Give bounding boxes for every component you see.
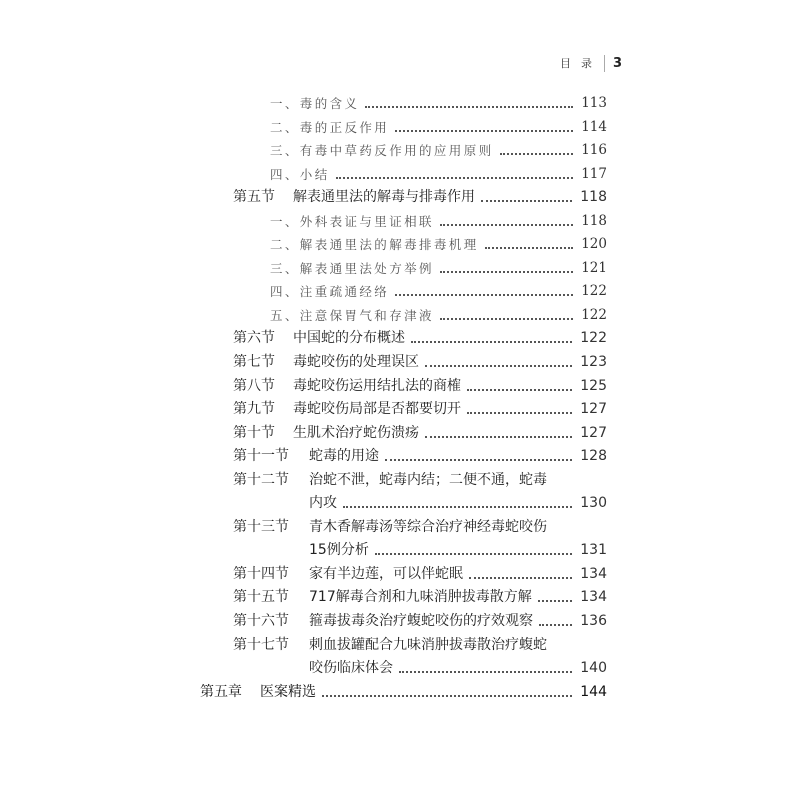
toc-entry-title: 四、小结	[270, 166, 330, 182]
toc-entry-label: 第十二节	[233, 471, 289, 488]
toc-leader-dots	[375, 553, 572, 555]
toc-entry-label: 第七节	[233, 354, 275, 371]
toc-entry-page: 118	[580, 189, 607, 206]
toc-entry-page: 122	[581, 306, 607, 323]
toc-entry-title: 五、注意保胃气和存津液	[270, 307, 434, 323]
toc-leader-dots	[425, 365, 572, 367]
toc-entry-title: 刺血拔罐配合九味消肿拔毒散治疗蝮蛇	[309, 636, 547, 653]
toc-section-entry[interactable]	[0, 539, 800, 563]
toc-section-entry[interactable]	[0, 327, 800, 351]
toc-entry-page: 122	[580, 330, 607, 347]
toc-leader-dots	[385, 459, 572, 461]
toc-subsection-entry[interactable]	[0, 233, 800, 257]
toc-subsection-entry[interactable]	[0, 92, 800, 116]
toc-entry-title: 治蛇不泄，蛇毒内结；二便不通，蛇毒	[309, 471, 547, 488]
toc-entry-title: 毒蛇咬伤的处理误区	[293, 354, 419, 371]
toc-section-entry[interactable]	[0, 634, 800, 658]
toc-section-entry[interactable]	[0, 398, 800, 422]
toc-section-entry[interactable]	[0, 186, 800, 210]
toc-entry-label: 第八节	[233, 377, 275, 394]
toc-subsection-entry[interactable]	[0, 139, 800, 163]
toc-entry-title: 咬伤临床体会	[309, 660, 393, 677]
toc-entry-label: 第五节	[233, 189, 275, 206]
toc-entry-title: 内攻	[309, 495, 337, 512]
toc-leader-dots	[467, 389, 572, 391]
toc-entry-page: 131	[580, 542, 607, 559]
toc-entry-page: 134	[580, 565, 607, 582]
toc-leader-dots	[440, 224, 573, 226]
toc-entry-title: 二、毒的正反作用	[270, 119, 390, 135]
toc-section-entry[interactable]	[0, 351, 800, 375]
toc-leader-dots	[395, 294, 573, 296]
toc-entry-page: 120	[581, 236, 607, 253]
toc-entry-label: 第十节	[233, 424, 275, 441]
toc-subsection-entry[interactable]	[0, 210, 800, 234]
toc-section-entry[interactable]	[0, 657, 800, 681]
toc-entry-title: 毒蛇咬伤运用结扎法的商榷	[293, 377, 461, 394]
toc-entry-page: 114	[581, 118, 607, 135]
toc-entry-title: 解表通里法的解毒与排毒作用	[293, 189, 475, 206]
toc-entry-page: 134	[580, 589, 607, 606]
toc-section-entry[interactable]	[0, 563, 800, 587]
toc-entry-title: 毒蛇咬伤局部是否都要切开	[293, 401, 461, 418]
toc-leader-dots	[538, 600, 572, 602]
toc-section-entry[interactable]	[0, 492, 800, 516]
toc-entry-page: 128	[580, 448, 607, 465]
toc-entry-page: 136	[580, 613, 607, 630]
toc-section-entry[interactable]	[0, 445, 800, 469]
toc-entry-title: 一、外科表证与里证相联	[270, 213, 434, 229]
toc-entry-page: 122	[581, 283, 607, 300]
toc-entry-title: 15例分析	[309, 542, 369, 559]
toc-entry-page: 116	[581, 142, 607, 159]
toc-subsection-entry[interactable]	[0, 304, 800, 328]
toc-leader-dots	[336, 177, 573, 179]
toc-entry-title: 一、毒的含义	[270, 96, 360, 111]
toc-leader-dots	[500, 153, 573, 155]
toc-leader-dots	[343, 506, 572, 508]
toc-leader-dots	[440, 271, 573, 273]
toc-leader-dots	[322, 695, 572, 697]
toc-entry-title: 四、注重疏通经络	[270, 284, 390, 300]
toc-subsection-entry[interactable]	[0, 116, 800, 140]
toc-chapter-entry[interactable]	[0, 681, 800, 705]
toc-entry-page: 140	[580, 660, 607, 677]
toc-entry-page: 123	[580, 354, 607, 371]
toc-leader-dots	[399, 671, 572, 673]
toc-entry-title: 中国蛇的分布概述	[293, 330, 405, 347]
toc-entry-page: 144	[580, 683, 607, 700]
toc-subsection-entry[interactable]	[0, 163, 800, 187]
toc-section-entry[interactable]	[0, 422, 800, 446]
toc-entry-title: 二、解表通里法的解毒排毒机理	[270, 237, 479, 253]
toc-section-entry[interactable]	[0, 516, 800, 540]
toc-entry-page: 127	[580, 424, 607, 441]
toc-entry-label: 第十四节	[233, 565, 289, 582]
toc-entry-label: 第九节	[233, 401, 275, 418]
table-of-contents	[0, 92, 800, 704]
toc-leader-dots	[467, 412, 572, 414]
toc-entry-page: 125	[580, 377, 607, 394]
toc-section-entry[interactable]	[0, 469, 800, 493]
toc-entry-label: 第十七节	[233, 636, 289, 653]
toc-leader-dots	[481, 200, 572, 202]
toc-entry-title: 717解毒合剂和九味消肿拔毒散方解	[309, 589, 532, 606]
header-divider	[604, 55, 605, 72]
toc-entry-page: 118	[581, 212, 607, 229]
toc-entry-label: 第十五节	[233, 589, 289, 606]
running-header	[560, 53, 622, 73]
toc-entry-title: 家有半边莲，可以伴蛇眠	[309, 565, 463, 582]
toc-entry-title: 生肌术治疗蛇伤溃疡	[293, 424, 419, 441]
toc-entry-title: 箍毒拔毒灸治疗蝮蛇咬伤的疗效观察	[309, 613, 533, 630]
toc-entry-title: 蛇毒的用途	[309, 448, 379, 465]
toc-subsection-entry[interactable]	[0, 257, 800, 281]
toc-leader-dots	[469, 577, 572, 579]
toc-entry-title: 三、解表通里法处方举例	[270, 260, 434, 276]
page-number: 3	[613, 55, 623, 71]
toc-entry-title: 三、有毒中草药反作用的应用原则	[270, 143, 494, 159]
toc-leader-dots	[395, 130, 573, 132]
toc-subsection-entry[interactable]	[0, 280, 800, 304]
toc-leader-dots	[485, 247, 573, 249]
toc-leader-dots	[425, 436, 572, 438]
toc-entry-label: 第十六节	[233, 613, 289, 630]
toc-entry-page: 130	[580, 495, 607, 512]
toc-entry-label: 第六节	[233, 330, 275, 347]
toc-entry-title: 青木香解毒汤等综合治疗神经毒蛇咬伤	[309, 518, 547, 535]
toc-leader-dots	[539, 624, 572, 626]
toc-entry-label: 第十三节	[233, 518, 289, 535]
running-header-title: 目录	[560, 57, 602, 70]
toc-entry-label: 第十一节	[233, 448, 289, 465]
toc-section-entry[interactable]	[0, 610, 800, 634]
toc-entry-page: 127	[580, 401, 607, 418]
toc-entry-title: 医案精选	[260, 683, 316, 700]
toc-leader-dots	[365, 106, 573, 108]
toc-leader-dots	[411, 341, 572, 343]
toc-section-entry[interactable]	[0, 375, 800, 399]
toc-entry-page: 113	[581, 95, 607, 111]
toc-section-entry[interactable]	[0, 586, 800, 610]
toc-entry-page: 121	[581, 259, 607, 276]
toc-leader-dots	[440, 318, 573, 320]
toc-entry-page: 117	[581, 165, 607, 182]
toc-entry-label: 第五章	[200, 683, 242, 700]
